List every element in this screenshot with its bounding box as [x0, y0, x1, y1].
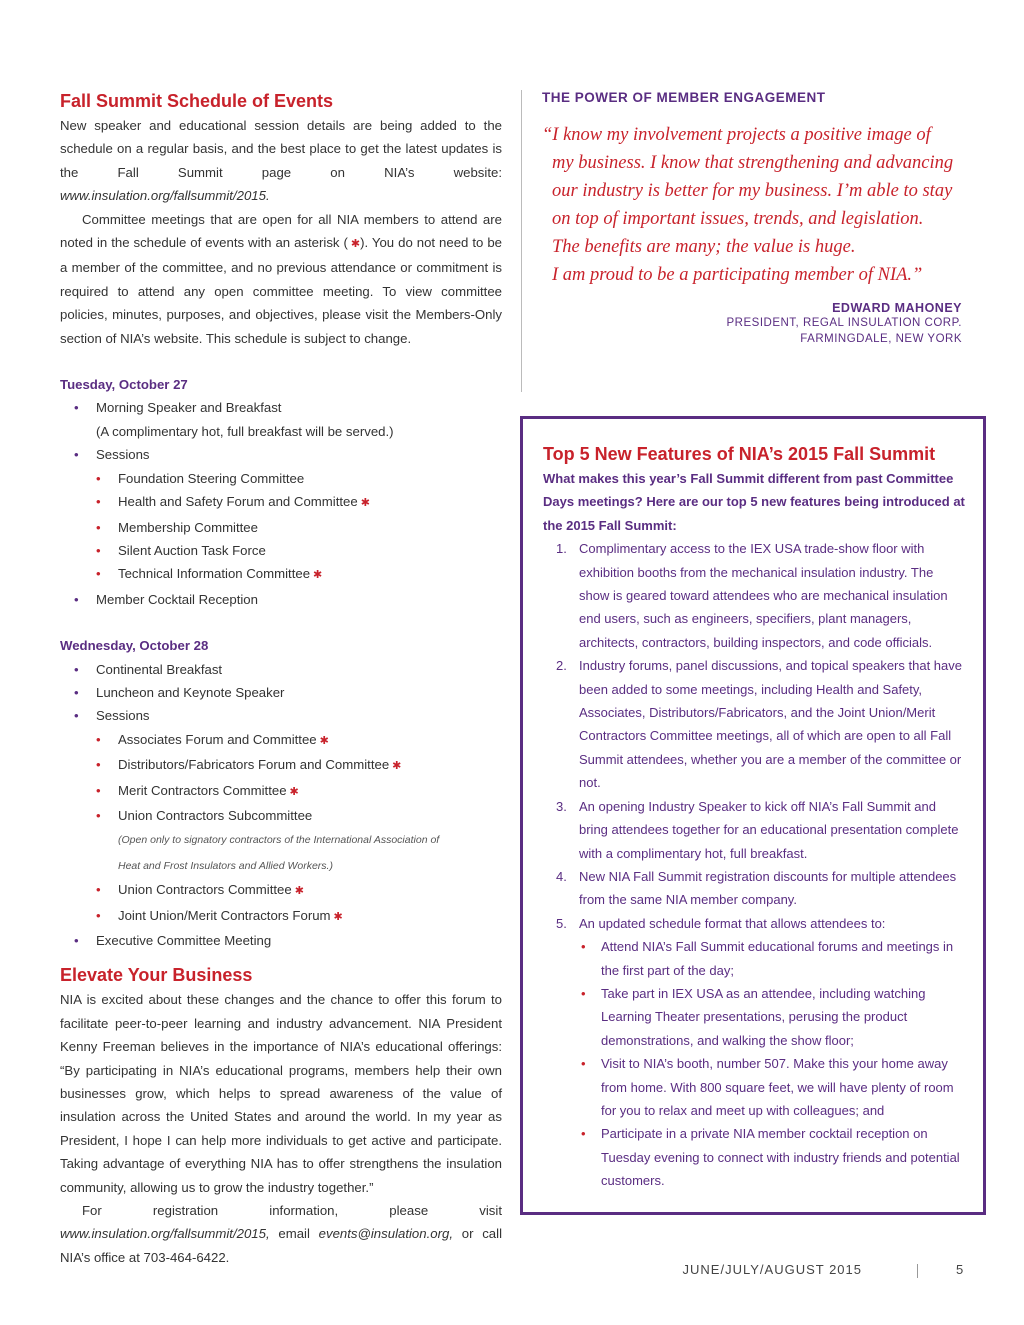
- features-title: Top 5 New Features of NIA’s 2015 Fall Summit: [543, 444, 936, 464]
- schedule-intro: [60, 114, 502, 208]
- session-item: • Joint Union/Merit Contractors Forum ✱: [96, 904, 502, 929]
- footer-divider: [917, 1264, 918, 1278]
- list-item: [74, 704, 502, 929]
- quote-line: “I know my involvement projects a positive image of: [542, 125, 931, 145]
- feature-item: 2. Industry forums, panel discussions, and topical speakers that have been added to some meetings, including Health and Safety, Associates, Distributors/Fabricators, and the Joint Union/Merit Contractors Committee meetings, all of which are open to all Fall Summit attendees, whether you are a member of the committee or not.: [556, 658, 962, 791]
- elevate-title: Elevate Your Business: [60, 965, 253, 986]
- page-footer: [0, 1262, 1024, 1282]
- column-divider: [521, 90, 522, 392]
- feature-item: 3. An opening Industry Speaker to kick off NIA’s Fall Summit and bring attendees together for an educational presentation complete with a complimentary hot, full breakfast.: [556, 798, 959, 861]
- maple-leaf-icon: ✱: [294, 885, 304, 898]
- maple-leaf-icon: ✱: [289, 785, 299, 798]
- fallsummit-link[interactable]: www.insulation.org/fallsummit/2015.: [60, 188, 270, 204]
- sub-item: • Take part in IEX USA as an attendee, including watching Learning Theater presentations, perusing the product demonstrations, and walking the show floor;: [579, 982, 965, 1052]
- quote-line: our industry is better for my business. I’m able to stay: [552, 181, 953, 201]
- session-item: • Distributors/Fabricators Forum and Committee ✱: [96, 753, 502, 778]
- tuesday-sessions: [96, 467, 502, 588]
- quote-heading: THE POWER OF MEMBER ENGAGEMENT: [542, 90, 826, 105]
- union-note: Heat and Frost Insulators and Allied Workers.): [118, 859, 333, 872]
- list-item-label: Sessions: [96, 708, 150, 724]
- sub-item: • Visit to NIA’s booth, number 507. Make this your home away from home. With 800 square feet, we will have plenty of room for you to relax and meet up with colleagues; and: [579, 1052, 965, 1122]
- asterisk-note: [60, 208, 502, 350]
- intro-text: New speaker and educational session details are being added to the schedule on a regular basis, and the best place to get the latest updates is the Fall Summit page on NIA’s website:: [60, 118, 502, 180]
- session-item: • Membership Committee: [96, 516, 502, 539]
- features-box: [520, 416, 986, 1215]
- list-item: • Luncheon and Keynote Speaker: [74, 681, 502, 704]
- page-number: 5: [956, 1262, 965, 1277]
- tuesday-list: [74, 396, 502, 611]
- session-item: • Technical Information Committee ✱: [96, 562, 502, 587]
- features-intro: What makes this year’s Fall Summit different from past Committee Days meetings? Here are our top 5 new features being introduced at the 2015 Fall Summit:: [543, 471, 965, 533]
- maple-leaf-icon: ✱: [360, 497, 370, 510]
- session-item: • Merit Contractors Committee ✱: [96, 779, 502, 804]
- schedule-format-list: [579, 935, 965, 1192]
- session-item: • Union Contractors Subcommittee (Open only to signatory contractors of the International Association of Heat and Frost Insulators and Allied Workers.): [96, 804, 502, 878]
- session-item: • Union Contractors Committee ✱: [96, 878, 502, 903]
- list-item-label: Morning Speaker and Breakfast: [96, 400, 282, 416]
- issue-date: JUNE/JULY/AUGUST 2015: [682, 1262, 862, 1277]
- list-item: • Executive Committee Meeting: [74, 929, 502, 952]
- asterisk-note-text-2: ). You do not need to be a member of the committee, and no previous attendance or commitment is required to attend any open committee meeting. To view committee policies, minutes, purposes, and objectives, please visit the Members-Only section of NIA’s website. This schedule is subject to change.: [60, 235, 502, 346]
- wednesday-list: [74, 658, 502, 953]
- quote-line: The benefits are many; the value is huge.: [552, 237, 856, 257]
- quote-line: my business. I know that strengthening and advancing: [552, 153, 954, 173]
- asterisk-note-text: Committee meetings that are open for all NIA members to attend are noted in the schedule of events with an asterisk (: [60, 211, 502, 251]
- maple-leaf-icon: ✱: [313, 569, 323, 582]
- sub-item: • Participate in a private NIA member cocktail reception on Tuesday evening to connect with industry friends and potential customers.: [579, 1122, 965, 1192]
- list-item: [74, 443, 502, 587]
- attribution-location: FARMINGDALE, NEW YORK: [800, 333, 962, 345]
- union-note: (Open only to signatory contractors of the International Association of: [118, 834, 440, 847]
- maple-leaf-icon: ✱: [392, 760, 402, 773]
- wednesday-sessions: [96, 728, 502, 929]
- quote-line: I am proud to be a participating member of NIA.”: [552, 265, 923, 285]
- quote-attribution: [542, 301, 968, 347]
- quote-line: on top of important issues, trends, and legislation.: [552, 209, 924, 229]
- member-quote: [542, 90, 968, 347]
- registration-link[interactable]: www.insulation.org/fallsummit/2015,: [60, 1226, 270, 1242]
- list-item: [74, 396, 502, 443]
- quote-text: [542, 121, 968, 289]
- maple-leaf-icon: ✱: [350, 238, 361, 251]
- email-link[interactable]: events@insulation.org,: [318, 1226, 453, 1242]
- registration-paragraph: For registration information, please visit www.insulation.org/fallsummit/2015, email events@insulation.org, or call NIA’s office at 703-464-6422.: [60, 1203, 502, 1265]
- sub-item: • Attend NIA’s Fall Summit educational forums and meetings in the first part of the day;: [579, 935, 965, 982]
- session-item: • Silent Auction Task Force: [96, 539, 502, 562]
- list-item: • Member Cocktail Reception: [74, 588, 502, 611]
- left-column: [60, 88, 502, 1269]
- feature-item: 5. An updated schedule format that allows attendees to: • Attend NIA’s Fall Summit educational forums and meetings in the first part of the day; • Take part in IEX USA as an attendee, including watching Learning Theater presentations, perusing the product demonstrations, and walking the show floor; • Visit to NIA’s booth, number 507. Make this your home away from home. With 800 square feet, we will have plenty of room for you to relax and meet up with colleagues; and • Participate in a private NIA member cocktail reception on Tuesday evening to connect with industry friends and potential customers.: [543, 912, 965, 1193]
- session-item: • Health and Safety Forum and Committee ✱: [96, 490, 502, 515]
- breakfast-note: (A complimentary hot, full breakfast will be served.): [96, 423, 394, 439]
- attribution-title: PRESIDENT, REGAL INSULATION CORP.: [726, 317, 962, 329]
- maple-leaf-icon: ✱: [333, 910, 343, 923]
- maple-leaf-icon: ✱: [319, 734, 329, 747]
- session-item: • Associates Forum and Committee ✱: [96, 728, 502, 753]
- features-list: [543, 537, 965, 1192]
- schedule-title: Fall Summit Schedule of Events: [60, 91, 334, 111]
- elevate-paragraph: NIA is excited about these changes and the chance to offer this forum to facilitate peer-to-peer learning and industry advancement. NIA President Kenny Freeman believes in the importance of NIA’s educational offerings: “By participating in NIA’s educational programs, members help their own businesses grow, which helps to spread awareness of the value of insulation across the United States and around the world. In my year as President, I hope I can help more individuals to get active and participate. Taking advantage of everything NIA has to offer strengthens the insulation community, allowing us to grow the industry together.”: [60, 992, 502, 1195]
- list-item: • Continental Breakfast: [74, 658, 502, 681]
- list-item-label: Sessions: [96, 447, 150, 463]
- feature-item: 1. Complimentary access to the IEX USA trade-show floor with exhibition booths from the mechanical insulation industry. The show is geared toward attendees who are mechanical insulation end users, such as engineers, specifiers, plant managers, architects, contractors, building inspectors, and code officials.: [556, 541, 948, 650]
- attribution-name: EDWARD MAHONEY: [832, 301, 962, 315]
- tuesday-heading: Tuesday, October 27: [60, 377, 188, 393]
- session-item: • Foundation Steering Committee: [96, 467, 502, 490]
- wednesday-heading: Wednesday, October 28: [60, 638, 209, 654]
- feature-item: 4. New NIA Fall Summit registration discounts for multiple attendees from the same NIA member company.: [556, 868, 957, 908]
